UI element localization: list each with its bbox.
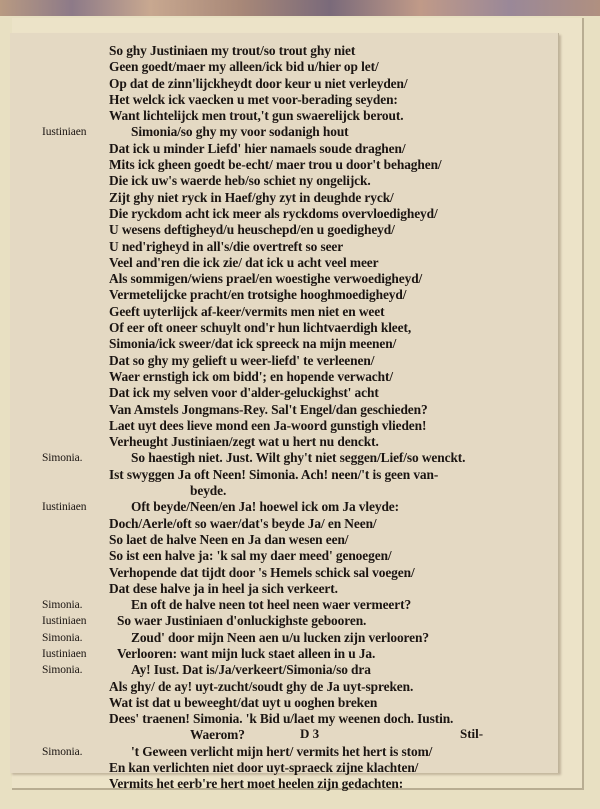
verse-line [10, 255, 558, 271]
speaker-label: Simonia. [42, 745, 83, 758]
verse-text: So laet de halve Neen en Ja dan wesen een/ [109, 531, 349, 547]
verse-text: Die ick uw's waerde heb/so schiet ny ongelijck. [109, 173, 371, 189]
catchword: Stil- [460, 726, 484, 741]
verse-text: Waerom? [190, 727, 245, 743]
verse-line [10, 369, 558, 385]
verse-line [10, 744, 558, 760]
verse-line [10, 483, 558, 499]
verse-line [10, 776, 558, 792]
verse-text: Geeft uyterlijck af-keer/vermits men niet en weet [109, 303, 385, 319]
verse-line [10, 124, 558, 140]
verse-text: Vermits het eerb're hert moet heelen zijn gedachten: [109, 776, 404, 792]
verse-text: Van Amstels Jongmans-Rey. Sal't Engel/dan geschieden? [109, 401, 428, 417]
verse-text: Zijt ghy niet ryck in Haef/ghy zyt in deughde ryck/ [109, 189, 394, 205]
book-page [10, 33, 559, 792]
verse-text: Die ryckdom acht ick meer als ryckdoms overvloedigheyd/ [109, 205, 438, 221]
verse-line [10, 173, 558, 189]
verse-text: Verheught Justiniaen/zegt wat u hert nu denckt. [109, 434, 379, 450]
verse-line [10, 239, 558, 255]
verse-text: Dees' traenen! Simonia. 'k Bid u/laet my weenen doch. Iustin. [109, 711, 454, 727]
verse-line [10, 157, 558, 173]
speaker-label: Simonia. [42, 631, 83, 644]
page-footer [10, 726, 558, 744]
verse-line [10, 597, 558, 613]
verse-text: Doch/Aerle/oft so waer/dat's beyde Ja/ en Neen/ [109, 515, 377, 531]
verse-text: Verhopende dat tijdt door 's Hemels schick sal voegen/ [109, 564, 415, 580]
verse-line [10, 190, 558, 206]
verse-line [10, 499, 558, 515]
verse-text: Ay! Iust. Dat is/Ja/verkeert/Simonia/so dra [131, 662, 371, 678]
verse-text: Zoud' door mijn Neen aen u/u lucken zijn verlooren? [131, 629, 429, 645]
verse-line [10, 450, 558, 466]
verse-line [10, 385, 558, 401]
verse-line [10, 630, 558, 646]
verse-text: Op dat de zinn'lijckheydt door keur u niet verleyden/ [109, 75, 408, 91]
speaker-label: Simonia. [42, 664, 83, 677]
verse-text: So ist een halve ja: 'k sal my daer meed' genoegen/ [109, 548, 392, 564]
speaker-label: Iustiniaen [42, 647, 87, 660]
speaker-label: Iustiniaen [42, 501, 87, 514]
verse-text: En oft de halve neen tot heel neen waer vermeert? [131, 597, 412, 613]
verse-text: Want lichtelijck men trout,'t gun swaerelijck berout. [109, 108, 404, 124]
verse-line [10, 532, 558, 548]
verse-text: Waer ernstigh ick om bidd'; en hopende verwacht/ [109, 368, 393, 384]
verse-line [10, 287, 558, 303]
verse-line [10, 434, 558, 450]
verse-text: Dat so ghy my gelieft u weer-liefd' te verleenen/ [109, 352, 375, 368]
verse-line [10, 516, 558, 532]
verse-line [10, 92, 558, 108]
verse-line [10, 320, 558, 336]
verse-text: Mits ick gheen goedt be-echt/ maer trou u door't behaghen/ [109, 157, 442, 173]
speaker-label: Simonia. [42, 452, 83, 465]
verse-line [10, 662, 558, 678]
verse-line [10, 467, 558, 483]
verse-line [10, 59, 558, 75]
verse-line [10, 548, 558, 564]
verse-text: So waer Justiniaen d'onluckighste gebooren. [117, 613, 367, 629]
verse-text: Laet uyt dees lieve mond een Ja-woord gunstigh vlieden! [109, 417, 427, 433]
verse-line [10, 679, 558, 695]
verse-text: Ist swyggen Ja oft Neen! Simonia. Ach! neen/'t is geen van- [109, 466, 439, 482]
verse-line [10, 613, 558, 629]
verse-text: Veel and'ren die ick zie/ dat ick u acht veel meer [109, 254, 379, 270]
verse-line [10, 581, 558, 597]
verse-line [10, 76, 558, 92]
verse-text: Oft beyde/Neen/en Ja! hoewel ick om Ja vleyde: [131, 499, 400, 515]
verse-line [10, 141, 558, 157]
verse-line [10, 353, 558, 369]
speaker-label: Iustiniaen [42, 126, 87, 139]
verse-text: U wesens deftigheyd/u heuschepd/en u goedigheyd/ [109, 222, 395, 238]
speaker-label: Iustiniaen [42, 615, 87, 628]
verse-text: Dat dese halve ja in heel ja sich verkeert. [109, 580, 338, 596]
verse-line [10, 108, 558, 124]
verse-line [10, 695, 558, 711]
verse-line [10, 304, 558, 320]
verse-line [10, 222, 558, 238]
verse-line [10, 760, 558, 776]
verse-text: Vermetelijcke pracht/en trotsighe hooghmoedigheyd/ [109, 287, 407, 303]
speaker-label: Simonia. [42, 599, 83, 612]
verse-line [10, 565, 558, 581]
verse-line [10, 206, 558, 222]
verse-text: 't Geween verlicht mijn hert/ vermits het hert is stom/ [131, 743, 433, 759]
verse-text: Of eer oft oneer schuylt ond'r hun lichtvaerdigh kleet, [109, 320, 412, 336]
verse-text: Als ghy/ de ay! uyt-zucht/soudt ghy de Ja uyt-spreken. [109, 678, 414, 694]
verse-line [10, 418, 558, 434]
verse-text: Dat ick my selven voor d'alder-geluckighst' acht [109, 385, 379, 401]
verse-text: So haestigh niet. Just. Wilt ghy't niet seggen/Lief/so wenckt. [131, 450, 466, 466]
verse-text: U ned'righeyd in all's/die overtreft so seer [109, 238, 344, 254]
verse-text: En kan verlichten niet door uyt-spraeck zijne klachten/ [109, 760, 419, 776]
signature-mark: D 3 [300, 726, 320, 741]
verse-line [10, 402, 558, 418]
verse-text: Simonia/ick sweer/dat ick spreeck na mijn meenen/ [109, 336, 397, 352]
verse-text: Verlooren: want mijn luck staet alleen in u Ja. [117, 645, 376, 661]
verse-text: Simonia/so ghy my voor sodanigh hout [131, 124, 349, 140]
verse-line [10, 43, 558, 59]
verse-block [10, 43, 558, 793]
verse-text: Als sommigen/wiens prael/en woestighe verwoedigheyd/ [109, 271, 423, 287]
verse-text: Het welck ick vaecken u met voor-berading seyden: [109, 91, 398, 107]
verse-text: Geen goedt/maer my alleen/ick bid u/hier op let/ [109, 59, 379, 75]
verse-line [10, 336, 558, 352]
verse-text: beyde. [190, 483, 227, 499]
verse-line [10, 646, 558, 662]
verse-text: So ghy Justiniaen my trout/so trout ghy niet [109, 43, 356, 58]
verse-line [10, 271, 558, 287]
verse-text: Wat ist dat u beweeght/dat uyt u ooghen breken [109, 694, 378, 710]
verse-text: Dat ick u minder Liefd' hier namaels soude draghen/ [109, 140, 406, 156]
